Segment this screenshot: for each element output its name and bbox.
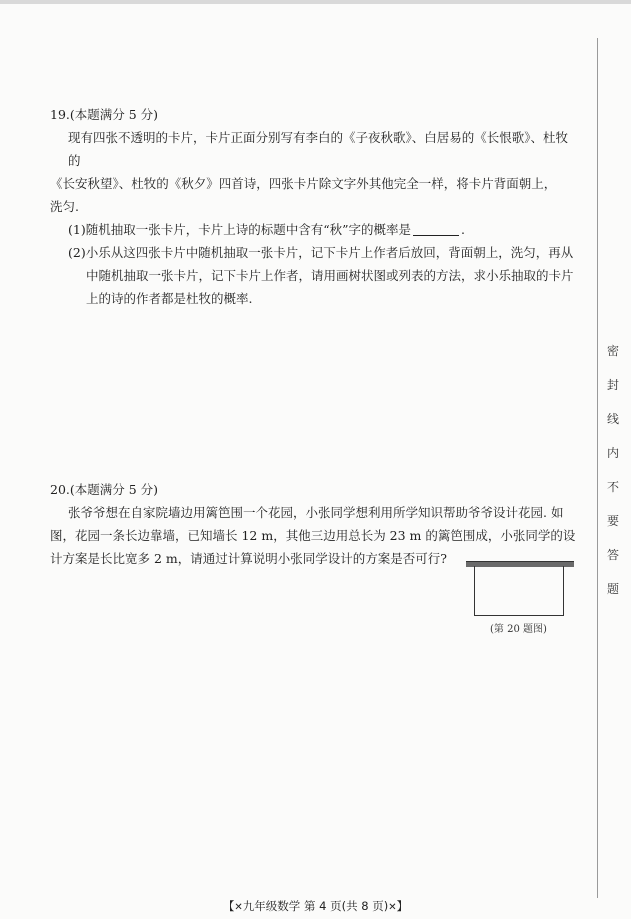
footer-bracket-right: 】 [396, 899, 409, 913]
binding-char: 内 [606, 446, 619, 460]
question-20-line2: 图，花园一条长边靠墙，已知墙长 12 m，其他三边用总长为 23 m 的篱笆围成，小张同学的设 [50, 528, 576, 543]
page-footer [0, 898, 631, 914]
binding-char: 答 [606, 548, 619, 562]
question-19-part2-line3: 上的诗的作者都是杜牧的概率. [86, 291, 253, 306]
question-19-part1 [50, 218, 580, 241]
binding-char: 要 [606, 514, 619, 528]
question-19-number: 19.(本题满分 5 分) [50, 107, 159, 122]
question-19-intro-line2: 《长安秋望》、杜牧的《秋夕》四首诗，四张卡片除文字外其他完全一样，将卡片背面朝上， [50, 176, 557, 191]
binding-margin-text [603, 342, 623, 614]
binding-char: 密 [606, 344, 619, 358]
footer-text: 九年级数学 第 4 页(共 8 页) [242, 899, 389, 913]
binding-char: 题 [606, 582, 619, 596]
figure-caption: (第 20 题图) [490, 624, 547, 635]
footer-x-icon: ✕ [234, 902, 243, 913]
question-20-number: 20.(本题满分 5 分) [50, 482, 159, 497]
question-20 [50, 478, 580, 570]
question-19-part1-text: (1)随机抽取一张卡片，卡片上诗的标题中含有“秋”字的概率是 [68, 222, 411, 237]
binding-char: 封 [606, 378, 619, 392]
question-19-part2-line2: 中随机抽取一张卡片，记下卡片上作者，请用画树状图或列表的方法，求小乐抽取的卡片 [86, 268, 574, 283]
question-19 [50, 103, 580, 310]
question-20-line1: 张爷爷想在自家院墙边用篱笆围一个花园，小张同学想利用所学知识帮助爷爷设计花园. 如 [68, 505, 564, 520]
binding-char: 不 [606, 480, 619, 494]
question-19-part1-end: . [461, 222, 465, 237]
binding-line [597, 38, 598, 898]
question-19-intro-line3: 洗匀. [50, 199, 79, 214]
footer-bracket-left: 【 [222, 899, 235, 913]
binding-char: 线 [606, 412, 619, 426]
answer-blank[interactable] [413, 221, 459, 236]
garden-figure [466, 561, 574, 621]
footer-x-icon: ✕ [388, 902, 397, 913]
question-19-part2-line1: (2)小乐从这四张卡片中随机抽取一张卡片，记下卡片上作者后放回，背面朝上，洗匀，再从 [68, 245, 574, 260]
question-19-intro-line1: 现有四张不透明的卡片，卡片正面分别写有李白的《子夜秋歌》、白居易的《长恨歌》、杜牧的 [68, 130, 569, 168]
garden-rectangle [474, 566, 564, 616]
question-20-line3: 计方案是长比宽多 2 m，请通过计算说明小张同学设计的方案是否可行? [50, 551, 447, 566]
